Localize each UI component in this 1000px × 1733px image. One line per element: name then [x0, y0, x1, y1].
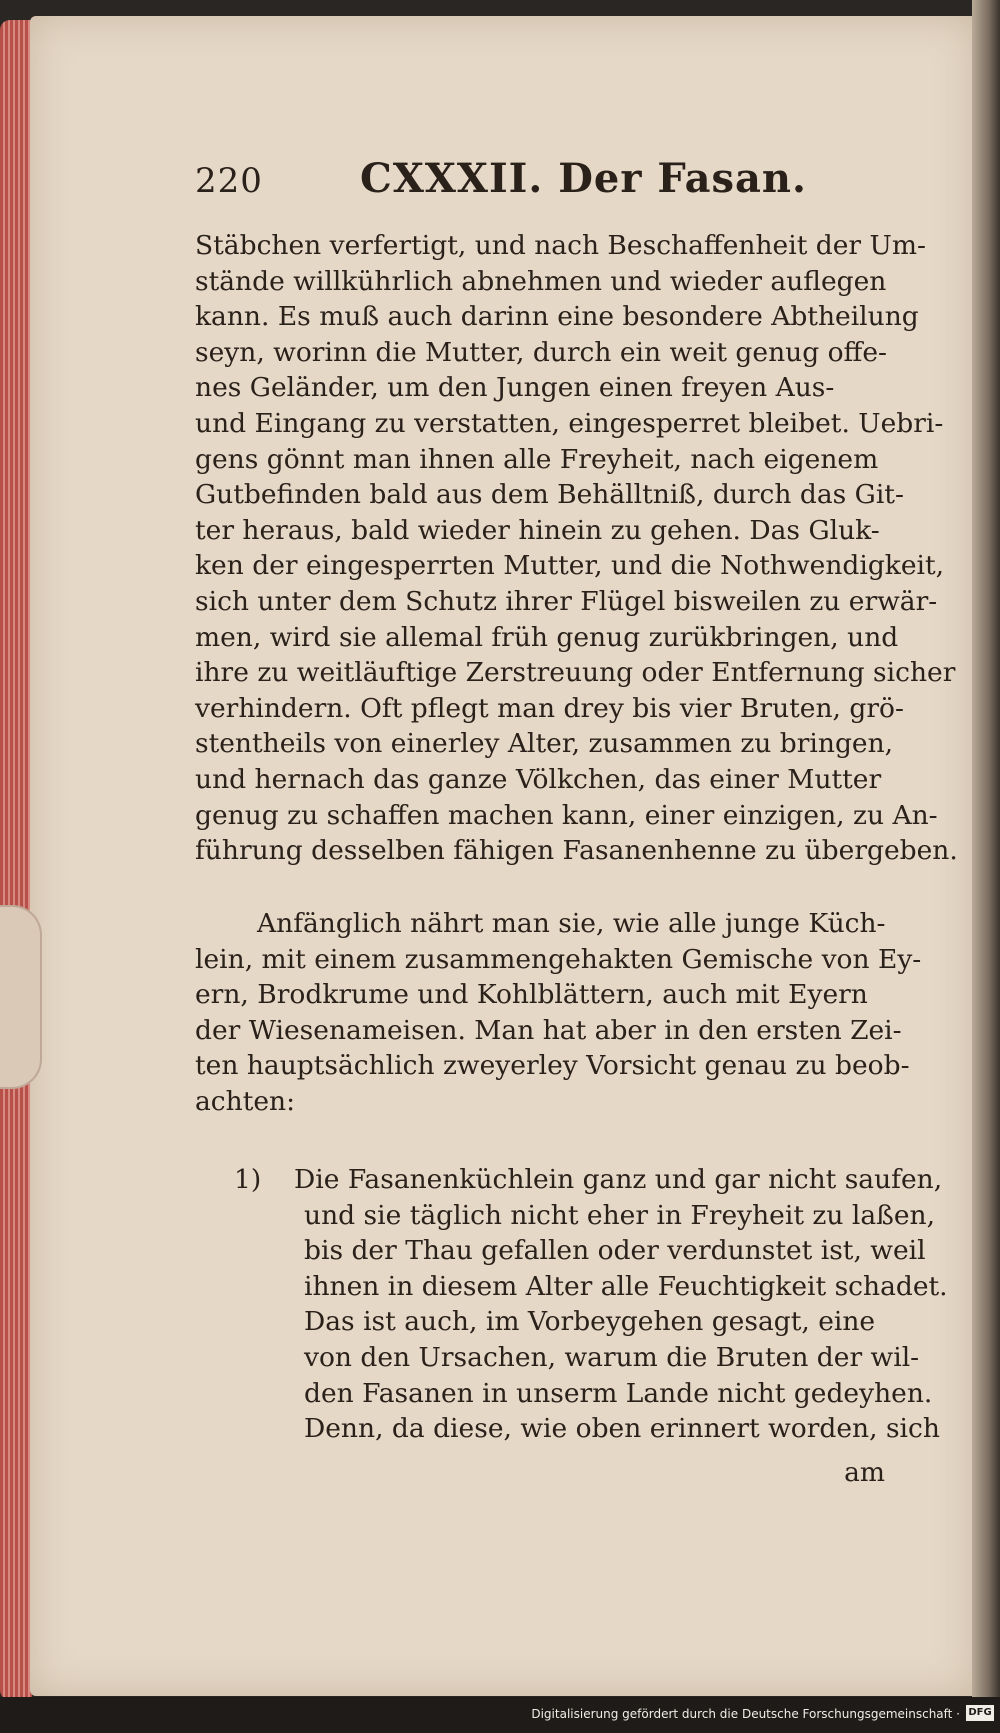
- text-line: kann. Es muß auch darinn eine besondere Abtheilung: [195, 301, 919, 333]
- text-line: bis der Thau gefallen oder verdunstet ist, weil: [304, 1235, 926, 1267]
- text-line: ken der eingesperrten Mutter, und die Nothwendigkeit,: [195, 550, 945, 582]
- text-line: und Eingang zu verstatten, eingesperret bleibet. Uebri-: [195, 407, 944, 439]
- text-line: Anfänglich nährt man sie, wie alle junge Küch-: [257, 908, 886, 939]
- text-line: Das ist auch, im Vorbeygehen gesagt, eine: [304, 1306, 876, 1338]
- text-line: sich unter dem Schutz ihrer Flügel bisweilen zu erwär-: [195, 585, 938, 617]
- book-spine: [972, 0, 1000, 1733]
- text-line: men, wird sie allemal früh genug zurükbringen, und: [195, 621, 899, 653]
- page-header: [195, 155, 885, 207]
- text-line: und sie täglich nicht eher in Freyheit zu laßen,: [304, 1199, 936, 1231]
- text-line: ihnen in diesem Alter alle Feuchtigkeit schadet.: [304, 1270, 948, 1302]
- page-tab: [0, 905, 42, 1089]
- text-line: ern, Brodkrume und Kohlblättern, auch mit Eyern: [195, 979, 868, 1011]
- text-line: der Wiesenameisen. Man hat aber in den ersten Zei-: [195, 1014, 902, 1046]
- text-line: und hernach das ganze Völkchen, das einer Mutter: [195, 763, 882, 795]
- page-number: 220: [195, 161, 263, 201]
- text-line: gens gönnt man ihnen alle Freyheit, nach eigenem: [195, 443, 879, 475]
- text-line: von den Ursachen, warum die Bruten der wil-: [304, 1341, 920, 1373]
- text-line: achten:: [195, 1085, 296, 1117]
- text-line: lein, mit einem zusammengehakten Gemische von Ey-: [195, 943, 922, 975]
- text-line: seyn, worinn die Mutter, durch ein weit genug offe-: [195, 336, 888, 368]
- catchword: am: [844, 1457, 885, 1488]
- text-line: Denn, da diese, wie oben erinnert worden, sich: [304, 1413, 940, 1445]
- page-edges: [0, 20, 32, 1700]
- catchword-row: [195, 1455, 885, 1491]
- numbered-item-1: [234, 1162, 948, 1447]
- paragraph-2: [195, 906, 921, 1120]
- item-number: 1): [234, 1164, 262, 1195]
- text-line: Gutbefinden bald aus dem Behälltniß, durch das Git-: [195, 479, 904, 511]
- text-line: [234, 1162, 948, 1198]
- text-line: stentheils von einerley Alter, zusammen zu bringen,: [195, 728, 894, 760]
- text-line: genug zu schaffen machen kann, einer einzigen, zu An-: [195, 799, 938, 831]
- text-line: führung desselben fähigen Fasanenhenne zu übergeben.: [195, 835, 958, 867]
- text-line: ter heraus, bald wieder hinein zu gehen. Das Gluk-: [195, 514, 880, 546]
- text-line: Stäbchen verfertigt, und nach Beschaffenheit der Um-: [195, 230, 926, 261]
- text-line: ten hauptsächlich zweyerley Vorsicht genau zu beob-: [195, 1050, 910, 1082]
- text-line: stände willkührlich abnehmen und wieder auflegen: [195, 265, 887, 297]
- text-line: nes Geländer, um den Jungen einen freyen Aus-: [195, 372, 835, 404]
- paragraph-1: [195, 228, 958, 869]
- text-line: verhindern. Oft pflegt man drey bis vier Bruten, grö-: [195, 692, 904, 724]
- item-text: Die Fasanenküchlein ganz und gar nicht saufen,: [294, 1164, 943, 1195]
- running-head: CXXXII. Der Fasan.: [360, 155, 807, 202]
- dfg-logo-icon: DFG: [966, 1705, 994, 1721]
- text-line: ihre zu weitläuftige Zerstreuung oder Entfernung sicher: [195, 657, 956, 689]
- footer-bar: [0, 1697, 1000, 1733]
- text-line: den Fasanen in unserm Lande nicht gedeyhen.: [304, 1377, 933, 1409]
- funding-credit: Digitalisierung gefördert durch die Deutsche Forschungsgemeinschaft ·: [531, 1707, 960, 1721]
